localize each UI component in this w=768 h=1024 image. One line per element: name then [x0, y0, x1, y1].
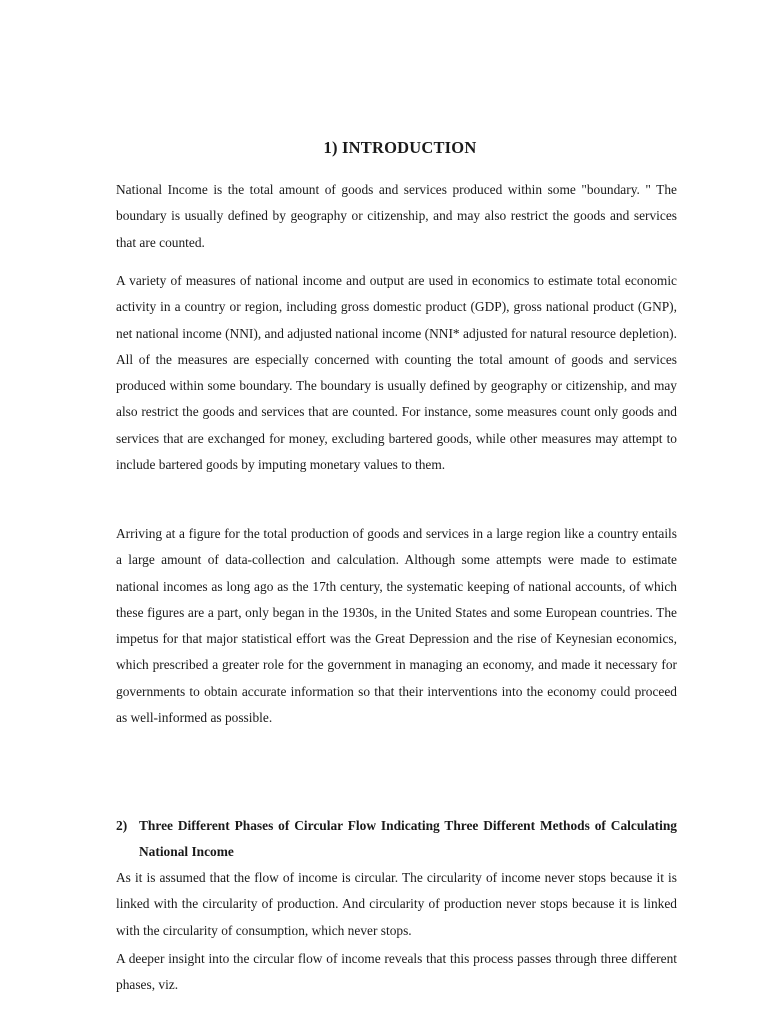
section-1-paragraph-2: A variety of measures of national income and output are used in economics to estimate total economic activity in a country or region, including gross domestic product (GDP), gross national product (GNP), net national income (NNI), and adjusted national income (NNI* adjusted for natural resource depletion). All of the measures are especially concerned with counting the total amount of goods and services produced within some boundary. The boundary is usually defined by geography or citizenship, and may also restrict the goods and services that are counted. For instance, some measures count only goods and services that are exchanged for money, excluding bartered goods, while other measures may attempt to include bartered goods by imputing monetary values to them. — [116, 273, 677, 473]
section-2-heading — [116, 813, 677, 865]
section-1-heading: 1) INTRODUCTION — [323, 138, 477, 157]
section-2-paragraph-2: A deeper insight into the circular flow of income reveals that this process passes through three different phases, viz. — [116, 951, 677, 993]
section-1-paragraph-1: National Income is the total amount of goods and services produced within some "boundary. " The boundary is usually defined by geography or citizenship, and may also restrict the goods and services that are counted. — [116, 182, 677, 250]
section-1-paragraph-3: Arriving at a figure for the total production of goods and services in a large region like a country entails a large amount of data-collection and calculation. Although some attempts were made to estimate national incomes as long ago as the 17th century, the systematic keeping of national accounts, of which these figures are a part, only began in the 1930s, in the United States and some European countries. The impetus for that major statistical effort was the Great Depression and the rise of Keynesian economics, which prescribed a greater role for the government in managing an economy, and made it necessary for governments to obtain accurate information so that their interventions into the economy could proceed as well-informed as possible. — [116, 526, 677, 726]
section-2-number: 2) — [116, 818, 128, 833]
section-2-title: Three Different Phases of Circular Flow Indicating Three Different Methods of Calculating National Income — [139, 818, 677, 859]
section-2-paragraph-1: As it is assumed that the flow of income is circular. The circularity of income never stops because it is linked with the circularity of production. And circularity of production never stops because it is linked with the circularity of consumption, which never stops. — [116, 870, 677, 938]
